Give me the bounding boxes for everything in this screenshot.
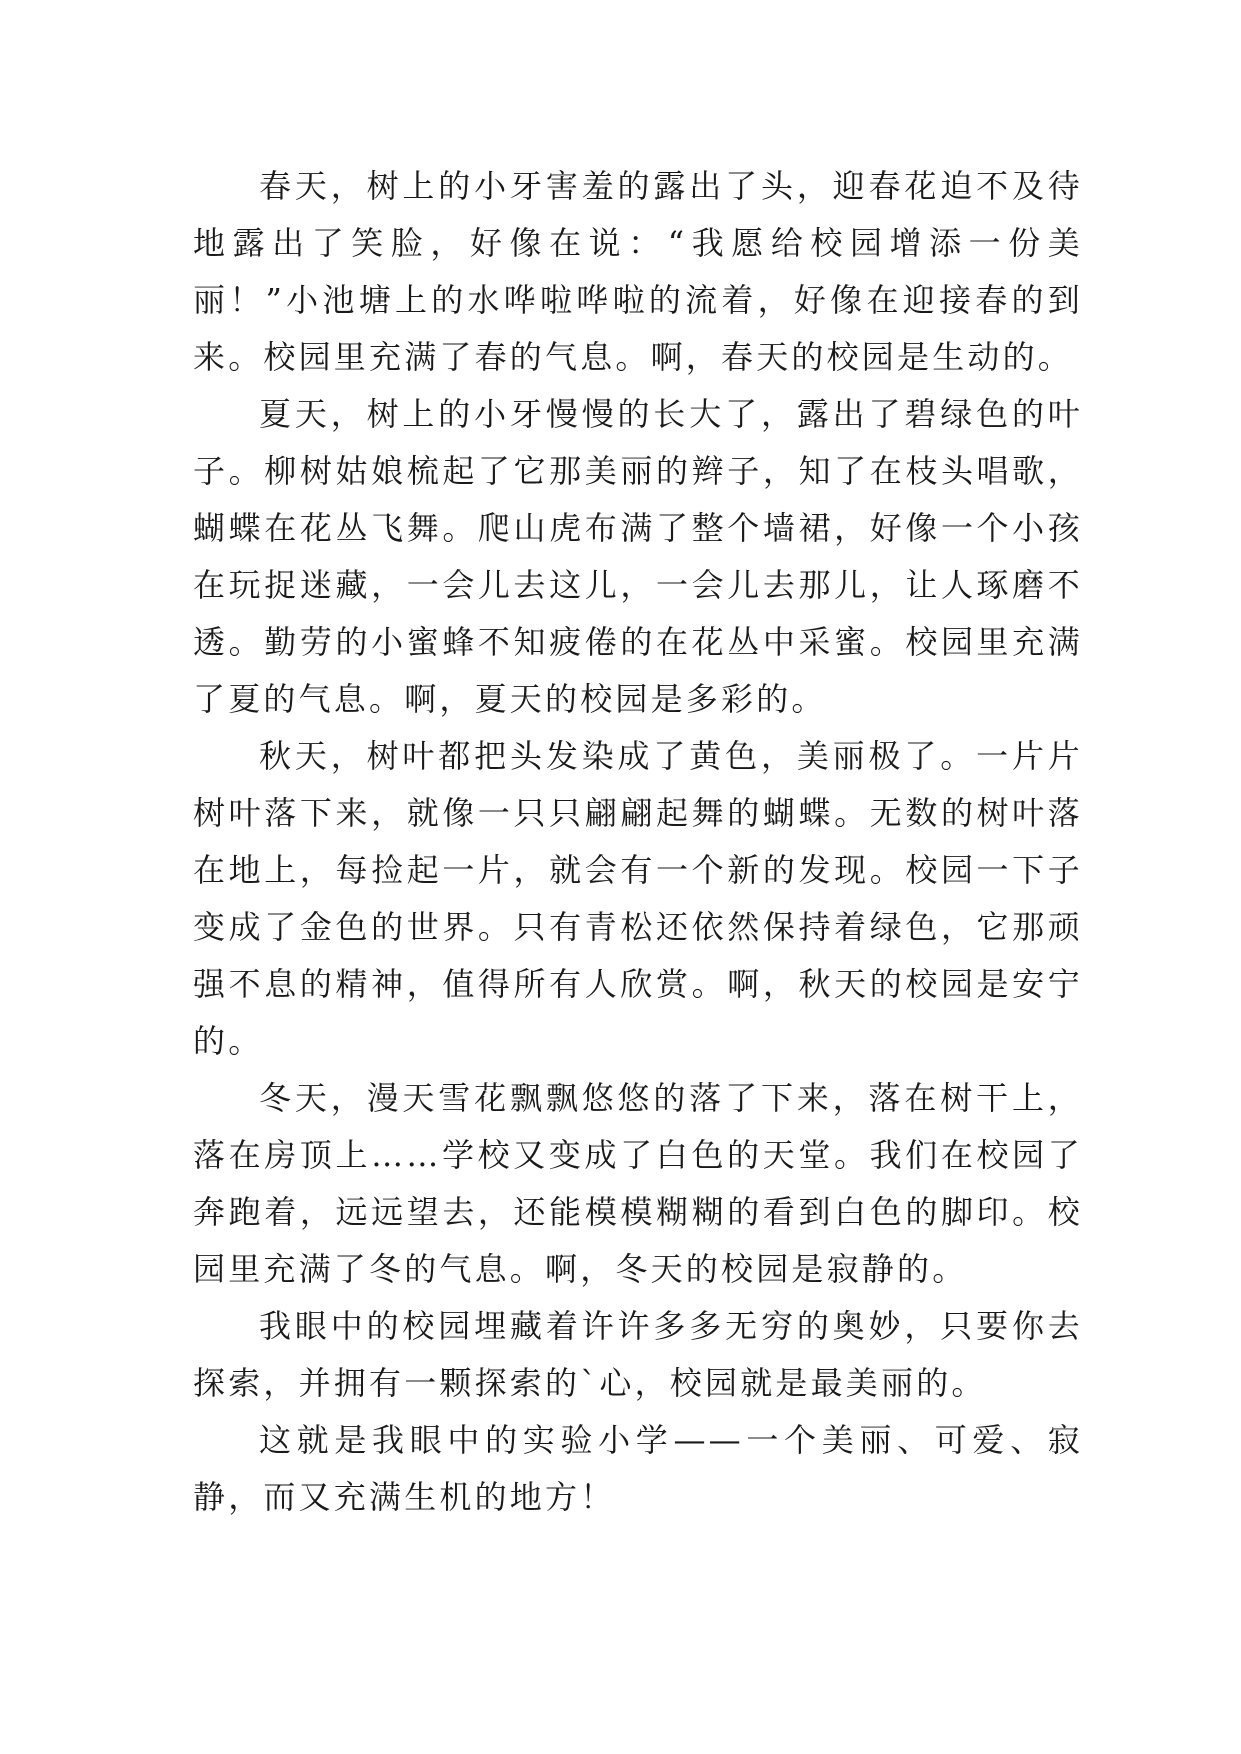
paragraph-winter: 冬天，漫天雪花飘飘悠悠的落了下来，落在树干上，落在房顶上……学校又变成了白色的天堂。我们在校园了奔跑着，远远望去，还能模模糊糊的看到白色的脚印。校园里充满了冬的气息。啊，冬天的校园是寂静的。 xyxy=(193,1079,1083,1288)
paragraph-summer: 夏天，树上的小牙慢慢的长大了，露出了碧绿色的叶子。柳树姑娘梳起了它那美丽的辫子，知了在枝头唱歌，蝴蝶在花丛飞舞。爬山虎布满了整个墙裙，好像一个小孩在玩捉迷藏，一会儿去这儿，一会儿去那儿，让人琢磨不透。勤劳的小蜜蜂不知疲倦的在花丛中采蜜。校园里充满了夏的气息。啊，夏天的校园是多彩的。 xyxy=(193,395,1083,718)
paragraph-spring: 春天，树上的小牙害羞的露出了头，迎春花迫不及待地露出了笑脸，好像在说：“我愿给校园增添一份美丽！”小池塘上的水哗啦哗啦的流着，好像在迎接春的到来。校园里充满了春的气息。啊，春天的校园是生动的。 xyxy=(193,167,1083,376)
paragraph-autumn: 秋天，树叶都把头发染成了黄色，美丽极了。一片片树叶落下来，就像一只只翩翩起舞的蝴蝶。无数的树叶落在地上，每捡起一片，就会有一个新的发现。校园一下子变成了金色的世界。只有青松还依然保持着绿色，它那顽强不息的精神，值得所有人欣赏。啊，秋天的校园是安宁的。 xyxy=(193,737,1083,1060)
document-body xyxy=(193,158,1083,1526)
paragraph-campus: 我眼中的校园埋藏着许许多多无穷的奥妙，只要你去探索，并拥有一颗探索的`心，校园就是最美丽的。 xyxy=(193,1307,1083,1402)
paragraph-conclusion: 这就是我眼中的实验小学——一个美丽、可爱、寂静，而又充满生机的地方！ xyxy=(193,1421,1083,1516)
